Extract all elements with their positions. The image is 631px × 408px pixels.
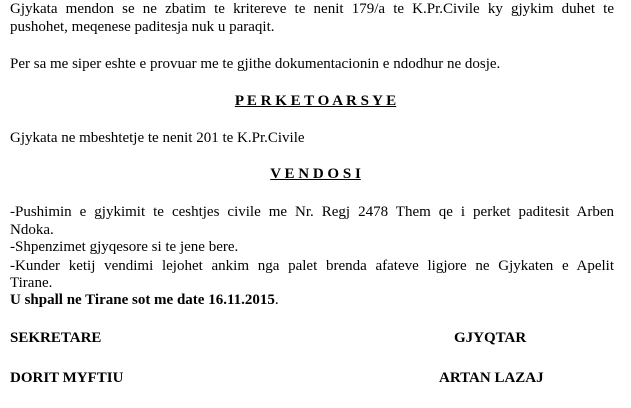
announcement-line bbox=[10, 291, 279, 309]
legal-basis-text: Gjykata ne mbeshtetje te nenit 201 te K.Pr.Civile bbox=[10, 130, 305, 146]
decision-item-1-line-2: Ndoka. bbox=[10, 222, 54, 238]
decision-item-1-line-1: -Pushimin e gjykimit te ceshtjes civile me Nr. Regj 2478 Them qe i perket paditesit Arben bbox=[10, 204, 614, 220]
signature-right-title: GJYQTAR bbox=[454, 330, 527, 346]
signature-left-title: SEKRETARE bbox=[10, 330, 102, 346]
announcement-tail: . bbox=[274, 292, 279, 308]
paragraph-evidence: Per sa me siper eshte e provuar me te gjithe dokumentacionin e ndodhur ne dosje. bbox=[10, 56, 501, 72]
signature-right-name: ARTAN LAZAJ bbox=[439, 370, 544, 386]
heading-vendosi: V E N D O S I bbox=[270, 166, 361, 182]
heading-per-keto-arsye: P E R K E T O A R S Y E bbox=[234, 93, 397, 109]
decision-item-2: -Shpenzimet gjyqesore si te jene bere. bbox=[10, 239, 239, 255]
decision-item-3-line-2: Tirane. bbox=[10, 275, 53, 291]
paragraph-criteria-line-1: Gjykata mendon se ne zbatim te kritereve te nenit 179/a te K.Pr.Civile ky gjykim duhet te bbox=[10, 1, 614, 17]
signature-left-name: DORIT MYFTIU bbox=[10, 370, 124, 386]
announcement-date: U shpall ne Tirane sot me date 16.11.2015 bbox=[10, 292, 275, 308]
decision-item-3-line-1: -Kunder ketij vendimi lejohet ankim nga palet brenda afateve ligjore ne Gjykaten e Apelit bbox=[10, 258, 614, 274]
paragraph-criteria-line-2: pushohet, meqenese paditesja nuk u paraqit. bbox=[10, 19, 275, 35]
